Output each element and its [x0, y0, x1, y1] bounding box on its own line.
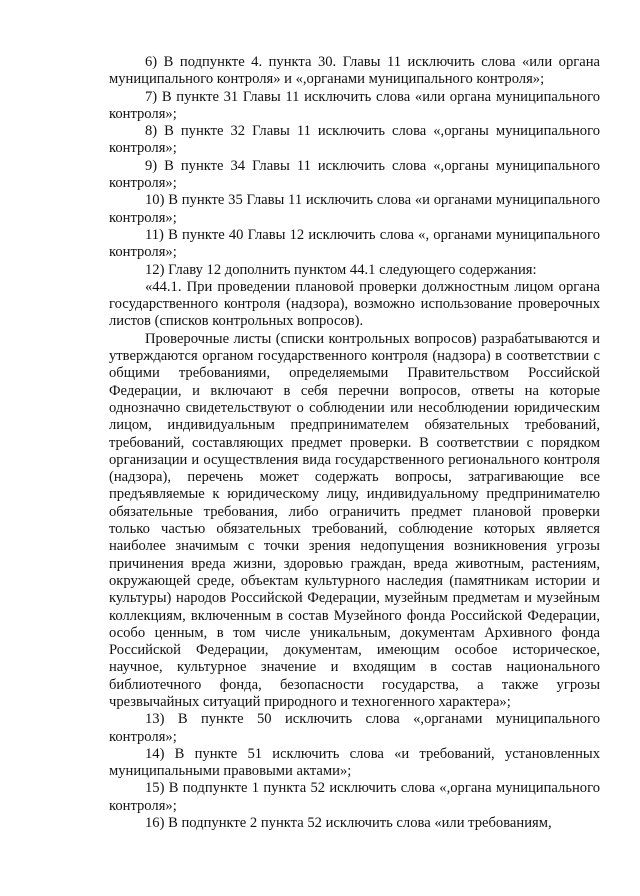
paragraph-item-15: 15) В подпункте 1 пункта 52 исключить слова «,органа муниципального контроля»;: [109, 780, 600, 814]
quoted-paragraph-44-1: «44.1. При проведении плановой проверки должностным лицом органа государственного контроля (надзора), возможно использование проверочных листов (списков контрольных вопросов).: [109, 278, 600, 330]
paragraph-item-7: 7) В пункте 31 Главы 11 исключить слова «или органа муниципального контроля»;: [109, 88, 600, 122]
paragraph-item-10: 10) В пункте 35 Главы 11 исключить слова «и органами муниципального контроля»;: [109, 192, 600, 226]
document-page: [109, 54, 600, 832]
paragraph-item-13: 13) В пункте 50 исключить слова «,органами муниципального контроля»;: [109, 711, 600, 745]
paragraph-item-11: 11) В пункте 40 Главы 12 исключить слова «, органами муниципального контроля»;: [109, 226, 600, 261]
paragraph-item-9: 9) В пункте 34 Главы 11 исключить слова «,органы муниципального контроля»;: [109, 157, 600, 192]
paragraph-item-12: 12) Главу 12 дополнить пунктом 44.1 следующего содержания:: [145, 261, 537, 278]
paragraph-item-16: 16) В подпункте 2 пункта 52 исключить слова «или требованиям,: [145, 815, 552, 832]
quoted-paragraph-checklists: Проверочные листы (списки контрольных вопросов) разрабатываются и утверждаются органом государственного контроля (надзора) в соответствии с общими требованиями, определяемыми Правительством Российской Федерации, и включают в себя перечни вопросов, ответы на которые однозначно свидетельствуют о соблюдении или несоблюдении юридическим лицом, индивидуальным предпринимателем обязательных требований, требований, составляющих предмет проверки. В соответствии с порядком организации и осуществления вида государственного регионального контроля (надзора), перечень может содержать вопросы, затрагивающие все предъявляемые к юридическому лицу, индивидуальному предпринимателю обязательные требования, либо ограничить предмет плановой проверки только частью обязательных требований, соблюдение которых является наиболее значимым с точки зрения недопущения возникновения угрозы причинения вреда жизни, здоровью граждан, вреда животным, растениям, окружающей среде, объектам культурного наследия (памятникам истории и культуры) народов Российской Федерации, музейным предметам и музейным коллекциям, включенным в состав Музейного фонда Российской Федерации, особо ценным, в том числе уникальным, документам Архивного фонда Российской Федерации, документам, имеющим особое историческое, научное, культурное значение и входящим в состав национального библиотечного фонда, безопасности государства, а также угрозы чрезвычайных ситуаций природного и техногенного характера»;: [109, 330, 600, 710]
paragraph-item-8: 8) В пункте 32 Главы 11 исключить слова «,органы муниципального контроля»;: [109, 123, 600, 157]
paragraph-item-6: 6) В подпункте 4. пункта 30. Главы 11 исключить слова «или органа муниципального контроля» и «,органами муниципального контроля»;: [109, 54, 600, 88]
paragraph-item-14: 14) В пункте 51 исключить слова «и требований, установленных муниципальными правовыми актами»;: [109, 745, 600, 780]
